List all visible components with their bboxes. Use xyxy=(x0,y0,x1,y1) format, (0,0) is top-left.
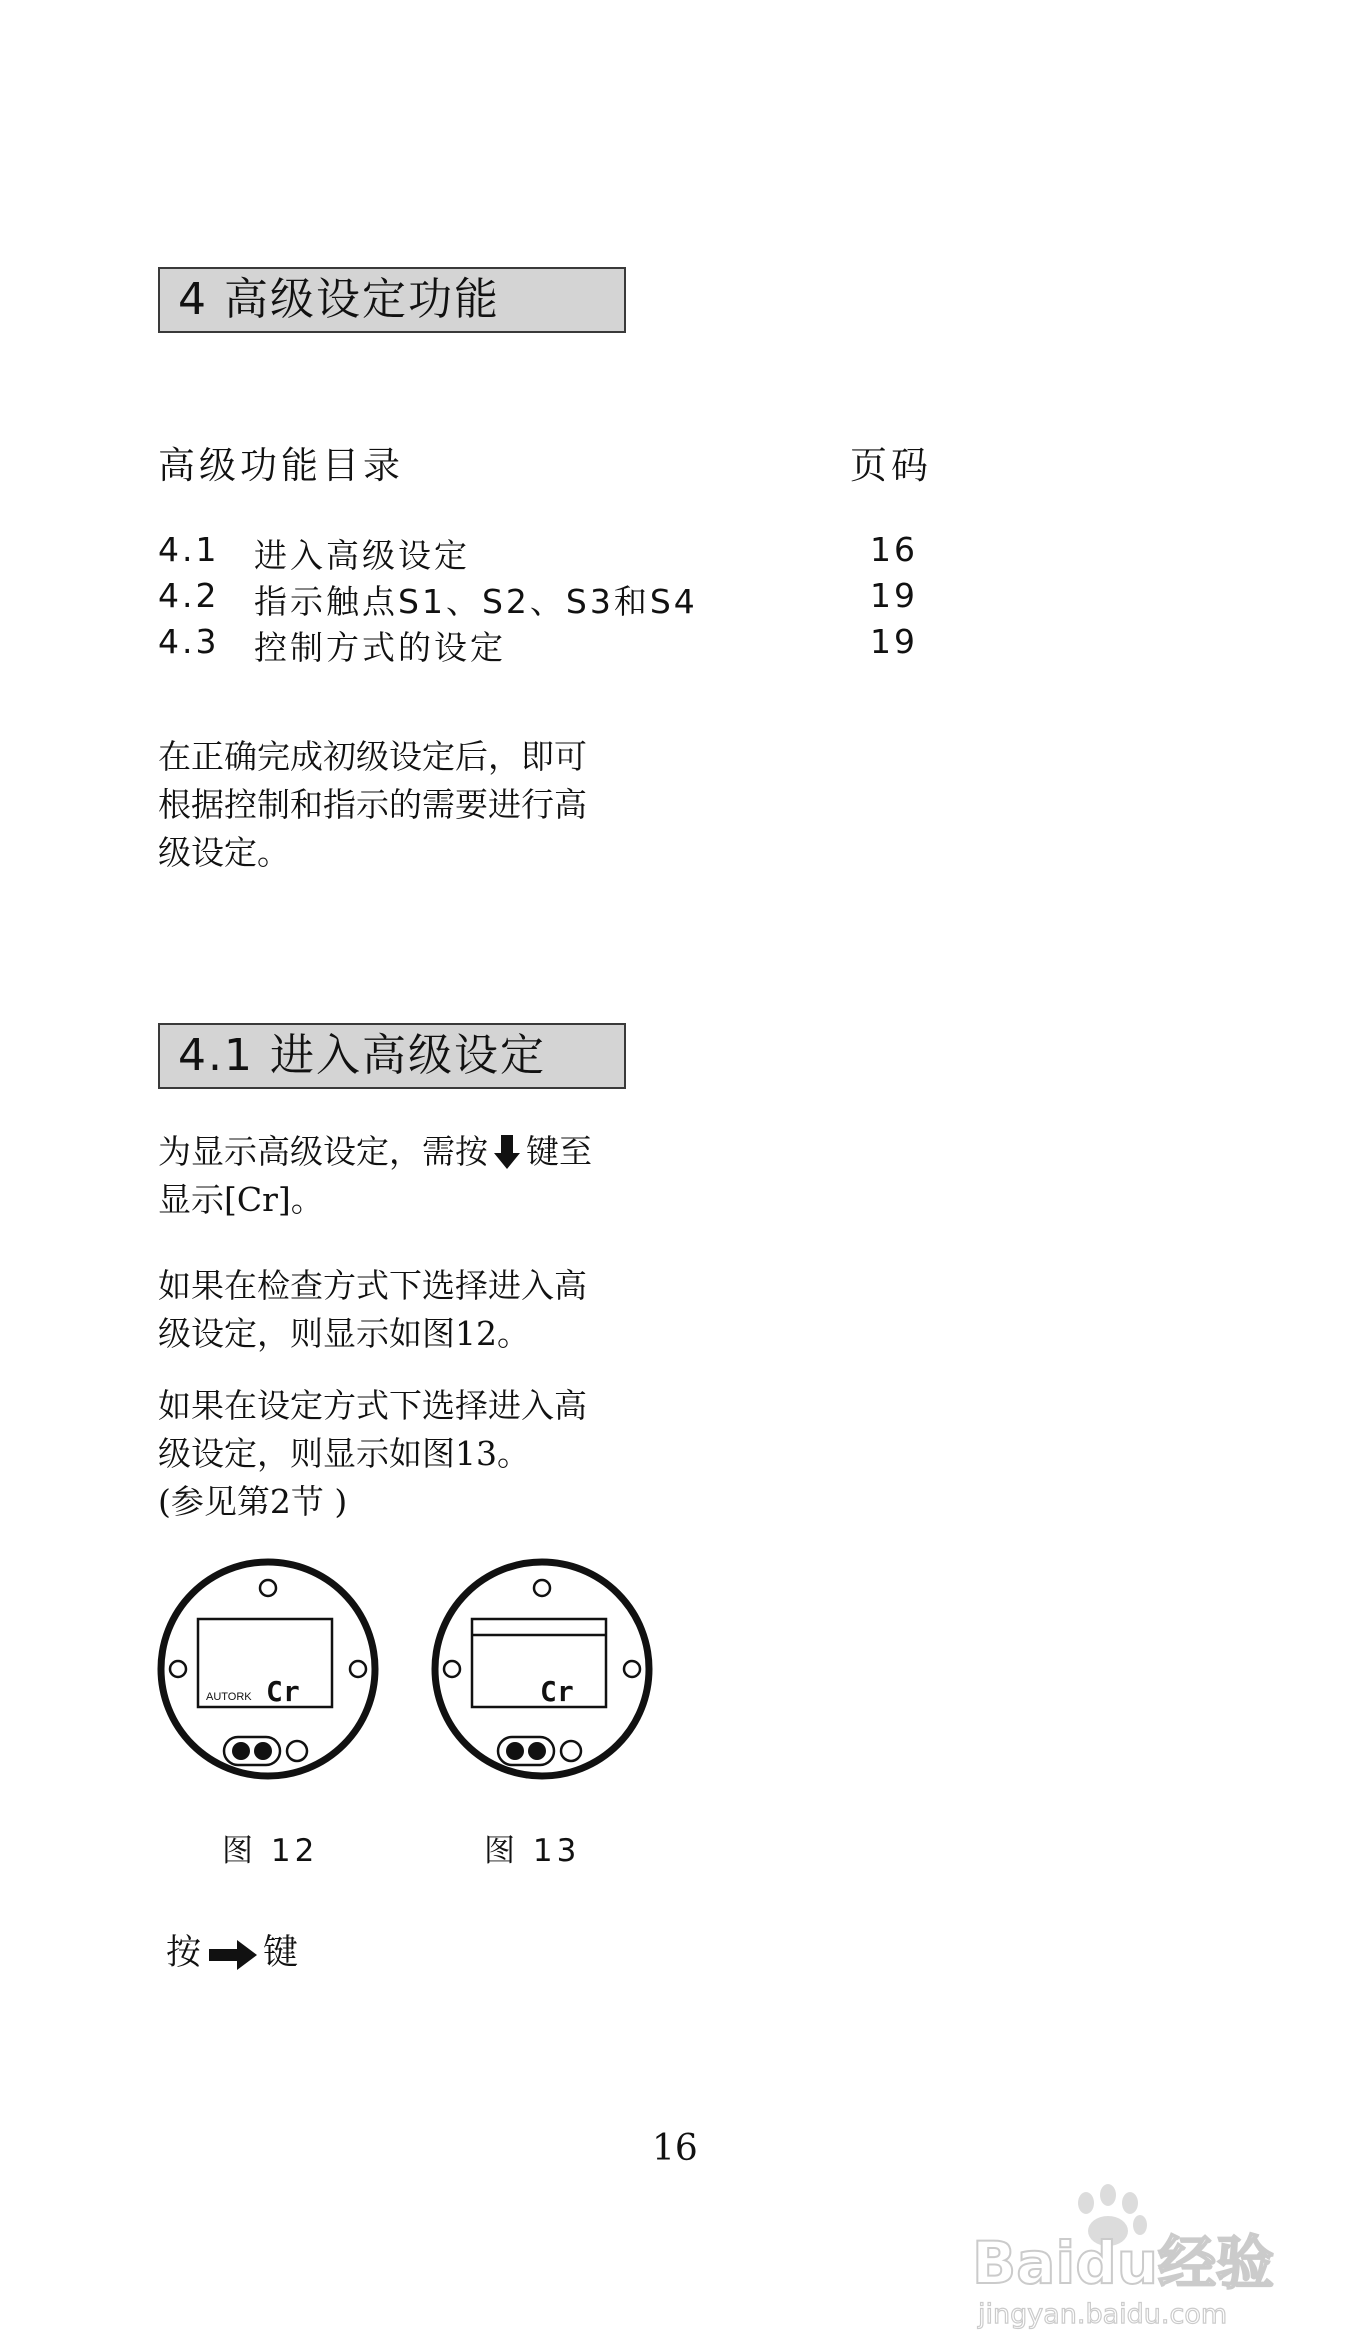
figure-12-caption: 图 12 xyxy=(222,1833,319,1869)
section-4-title: 4 高级设定功能 xyxy=(178,274,500,325)
toc-row[interactable] xyxy=(158,530,948,576)
toc-header-title: 高级功能目录 xyxy=(158,444,404,487)
section-4-heading xyxy=(158,267,626,333)
toc-row-number: 4.3 xyxy=(158,622,220,661)
para3-line: 如果在设定方式下选择进入高 xyxy=(158,1386,587,1425)
toc-row[interactable] xyxy=(158,576,948,622)
right-arrow-icon xyxy=(209,1940,257,1970)
toc-row-number: 4.1 xyxy=(158,530,220,569)
figure-13-display xyxy=(428,1555,656,1783)
check-mode-paragraph xyxy=(158,1262,678,1358)
intro-paragraph xyxy=(158,733,678,877)
section-4-1-heading xyxy=(158,1023,626,1089)
intro-line: 在正确完成初级设定后，即可 xyxy=(158,737,587,776)
para3-line: (参见第2节 ) xyxy=(158,1482,348,1521)
intro-line: 级设定。 xyxy=(158,833,290,872)
para1-line2: 显示[Cr]。 xyxy=(158,1180,324,1219)
para2-line: 如果在检查方式下选择进入高 xyxy=(158,1266,587,1305)
page-number: 16 xyxy=(652,2128,698,2169)
toc-row-page: 19 xyxy=(870,576,918,615)
section-4-1-title: 4.1 进入高级设定 xyxy=(178,1030,546,1081)
para2-line: 级设定，则显示如图12。 xyxy=(158,1314,530,1353)
toc-row-page: 16 xyxy=(870,530,918,569)
para1-text-after: 键至 xyxy=(526,1132,592,1171)
intro-line: 根据控制和指示的需要进行高 xyxy=(158,785,587,824)
toc-row-page: 19 xyxy=(870,622,918,661)
para3-line: 级设定，则显示如图13。 xyxy=(158,1434,530,1473)
toc-row-title: 进入高级设定 xyxy=(254,536,470,575)
lcd-mode-label: AUTORK xyxy=(206,1691,252,1703)
setup-mode-paragraph xyxy=(158,1382,678,1526)
toc-row-number: 4.2 xyxy=(158,576,220,615)
toc-row-title: 控制方式的设定 xyxy=(254,628,506,667)
press-right-key-instruction xyxy=(166,1925,300,1975)
watermark-url: jingyan.baidu.com xyxy=(978,2299,1228,2330)
press-text-before: 按 xyxy=(166,1933,204,1973)
lcd-readout: Cr xyxy=(266,1675,300,1708)
press-text-after: 键 xyxy=(263,1933,301,1973)
figure-12-display xyxy=(154,1555,382,1783)
figure-13-caption: 图 13 xyxy=(484,1833,581,1869)
down-arrow-icon xyxy=(494,1135,520,1169)
toc-row[interactable] xyxy=(158,622,948,668)
baidu-jingyan-watermark xyxy=(968,2175,1288,2335)
para1-text-before: 为显示高级设定，需按 xyxy=(158,1132,488,1171)
toc-row-title: 指示触点S1、S2、S3和S4 xyxy=(254,582,698,621)
enter-advanced-paragraph xyxy=(158,1128,678,1224)
toc-header-page: 页码 xyxy=(850,444,932,487)
watermark-logo: Baidu经验 xyxy=(972,2229,1275,2297)
lcd-readout: Cr xyxy=(540,1675,574,1708)
